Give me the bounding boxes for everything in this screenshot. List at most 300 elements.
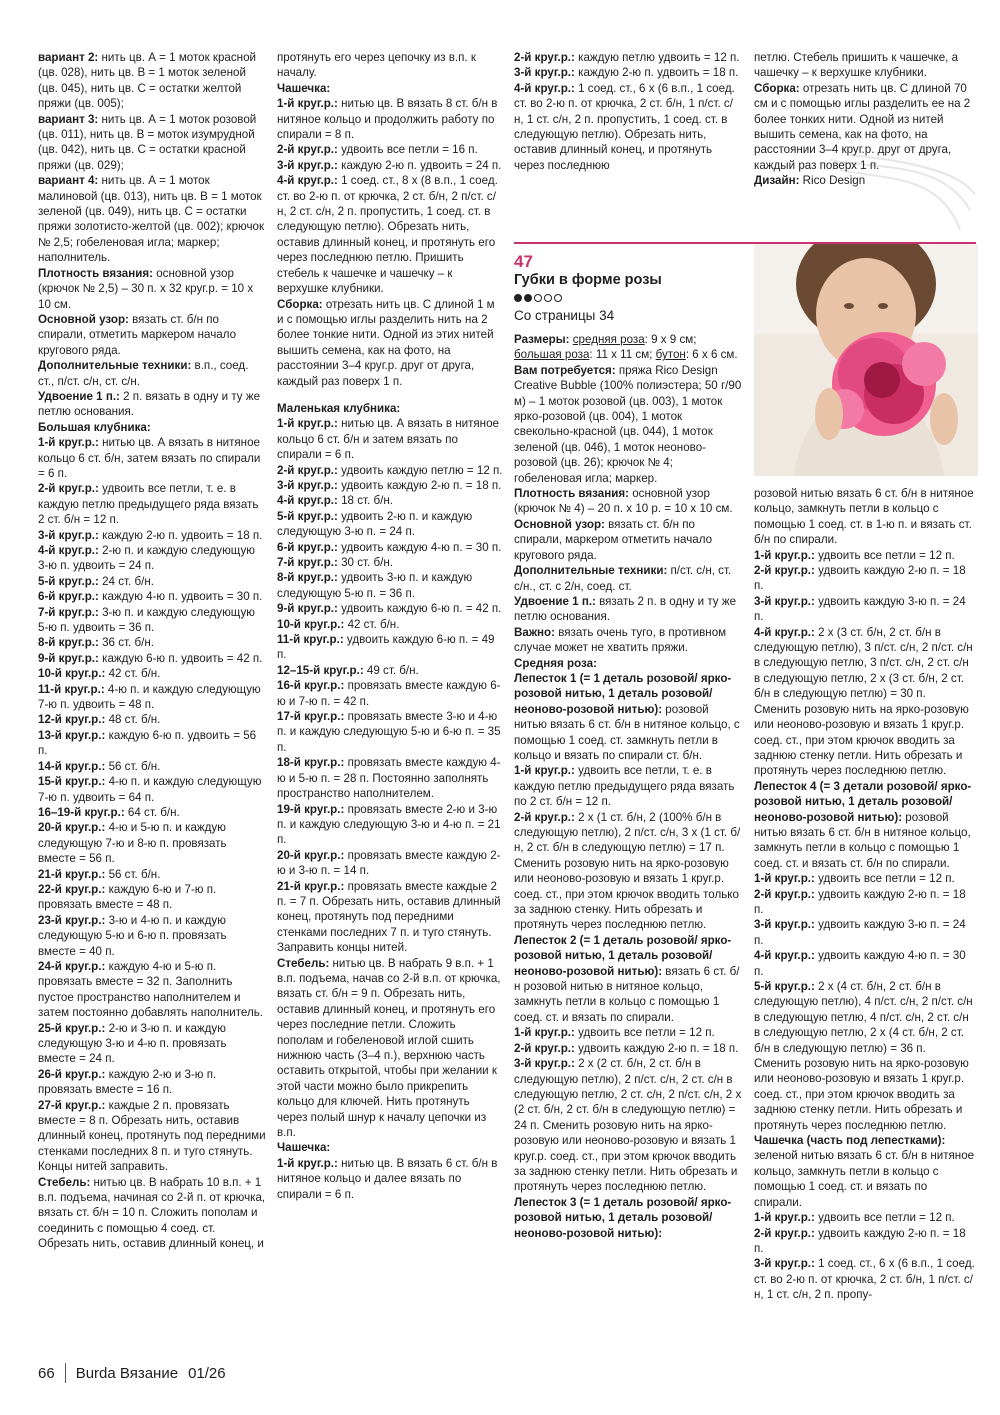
paragraph-heading: Основной узор: — [38, 312, 129, 326]
paragraph-text: 18 ст. б/н. — [337, 494, 393, 508]
paragraph-text: 2 х (2 ст. б/н, 2 ст. б/н в следующую петлю), 2 п/ст. с/н, 2 ст. с/н в следующую петлю, 2 ст. с/н, 2 п/ст. с/н, 2 х (2 ст. б/н, 2 ст. б/н в следующую петлю) = 24 п. Сменить розовую нить на ярко-розовую или неоново-розовую и вязать 1 круг.р. соед. ст., при этом крючок вводить за заднюю стенку петли. Нить обрезать и протянуть через последнюю петлю. — [514, 1057, 742, 1194]
paragraph-heading: 25-й круг.р.: — [38, 1021, 106, 1035]
paragraph-text: зеленой нитью вязать 6 ст. б/н в нитяное кольцо, замкнуть петли в кольцо с помощью 1 соед. ст. и вязать по спирали. — [754, 1149, 975, 1209]
paragraph-heading: 21-й круг.р.: — [38, 867, 106, 881]
paragraph-text: нитью цв. В набрать 10 в.п. + 1 в.п. подъема, начиная со 2-й п. от крючка, вязать ст. б/н = 10 п. Сложить пополам и соединить с помощью 4 соед. ст. Обрезать нить, оставив длинный конец, и — [38, 1175, 266, 1251]
paragraph-text: удвоить каждую 6-ю п. = 49 п. — [277, 633, 495, 662]
difficulty-dot-filled — [514, 294, 522, 302]
paragraph-heading: Большая клубника: — [38, 420, 151, 434]
paragraph-heading: 20-й круг.р.: — [38, 821, 106, 835]
instruction-paragraph — [514, 563, 742, 594]
paragraph-text: провязать вместе 3-ю и 4-ю п. и каждую следующую 5-ю и 6-ю п. = 35 п. — [277, 710, 501, 754]
paragraph-text: каждую 2-ю п. удвоить = 18 п. — [98, 528, 263, 542]
instruction-paragraph — [277, 755, 503, 801]
paragraph-text: нитью цв. А вязать в нитяное кольцо 6 ст. б/н и затем вязать по спирали = 6 п. — [277, 417, 499, 462]
instruction-paragraph — [277, 555, 503, 570]
paragraph-heading: 5-й круг.р.: — [277, 509, 338, 523]
paragraph-heading: 8-й круг.р.: — [38, 636, 99, 650]
paragraph-text: пряжа Rico Design Creative Bubble (100% полиэстера; 50 г/90 м) – 1 моток розовой (цв. 003), 1 моток ярко-розовой (цв. 004), 1 моток свекольно-красной (цв. 044), 1 моток зеленой (цв. 046), 1 моток неоново-розовой (цв. 26); крючок № 4; гобеленовая игла; маркер. — [514, 363, 742, 485]
paragraph-heading: 5-й круг.р.: — [754, 980, 815, 993]
paragraph-heading: 17-й круг.р.: — [277, 710, 345, 724]
paragraph-text: протянуть его через цепочку из в.п. к началу. — [277, 51, 476, 80]
issue-number: 01/26 — [188, 1364, 226, 1382]
paragraph-text: вязать 6 ст. б/н розовой нитью в нитяное кольцо, замкнуть петли в кольцо с помощью 1 соед. ст. и вязать по спирали. — [514, 964, 740, 1024]
paragraph-heading: вариант 3: — [38, 112, 99, 126]
paragraph-heading: 1-й круг.р.: — [754, 548, 815, 562]
difficulty-dot-empty — [534, 294, 542, 302]
paragraph-heading: 10-й круг.р.: — [38, 667, 106, 681]
paragraph-heading: 6-й круг.р.: — [38, 590, 99, 604]
column-3-instructions — [514, 332, 742, 1241]
paragraph-text: 64 ст. б/н. — [124, 805, 180, 819]
instruction-paragraph — [277, 493, 503, 508]
paragraph-text: нитью цв. В вязать 8 ст. б/н в нитяное кольцо и продолжить работу по спирали = 8 п. — [277, 97, 498, 142]
instruction-paragraph — [514, 81, 742, 173]
instruction-paragraph — [38, 759, 266, 774]
paragraph-text: 4-ю и 5-ю п. и каждую следующую 7-ю и 8-ю п. провязать вместе = 56 п. — [38, 821, 227, 866]
instruction-paragraph — [514, 1056, 742, 1195]
instruction-paragraph — [754, 887, 976, 918]
page-number: 66 — [38, 1364, 55, 1382]
instruction-paragraph — [754, 1210, 976, 1225]
paragraph-heading: 22-й круг.р.: — [38, 882, 106, 896]
paragraph-text: основной узор (крючок № 2,5) – 30 п. х 32 круг.р. = 10 х 10 см. — [38, 266, 254, 311]
instruction-paragraph — [38, 574, 266, 589]
difficulty-dot-empty — [544, 294, 552, 302]
instruction-paragraph — [277, 509, 503, 540]
underlined-term: бутон — [655, 348, 686, 362]
paragraph-text: 2-ю и 3-ю п. и каждую следующую 3-ю и 4-ю п. провязать вместе = 24 п. — [38, 1021, 227, 1066]
instruction-paragraph — [38, 712, 266, 727]
paragraph-heading: 1-й круг.р.: — [277, 1156, 338, 1170]
paragraph-text: розовой нитью вязать 6 ст. б/н в нитяное кольцо, замкнуть петли в кольцо с помощью 1 соед. ст. в 1-ю п. и вязать ст. б/н по спирали. — [754, 487, 974, 547]
instruction-paragraph — [38, 1021, 266, 1067]
instruction-paragraph — [277, 956, 503, 1141]
paragraph-text: удвоить каждую 2-ю п. = 18 п. — [754, 1226, 966, 1255]
paragraph-text: удвоить все петли = 16 п. — [337, 143, 478, 157]
paragraph-text: отрезать нить цв. С длиной 1 м и с помощью иглы разделить нить на 2 более тонкие нити. Одной из этих нитей вышить семена, как на фото, на расстоянии 3–4 круг.р. друг от друга, каждый раз поверх 1 п. — [277, 297, 495, 388]
paragraph-text: 1 соед. ст., 6 х (6 в.п., 1 соед. ст. во 2-ю п. от крючка, 2 ст. б/н, 1 п/ст. с/н, 1 ст. с/н, 2 п. пропу- — [754, 1257, 975, 1302]
instruction-paragraph — [38, 913, 266, 959]
instruction-paragraph — [277, 463, 503, 478]
paragraph-heading: 1-й круг.р.: — [754, 872, 815, 886]
column-4-top — [754, 50, 976, 189]
paragraph-heading: 9-й круг.р.: — [38, 651, 99, 665]
paragraph-heading: Чашечка: — [277, 81, 331, 95]
instruction-paragraph — [38, 358, 266, 389]
instruction-paragraph — [754, 486, 976, 548]
paragraph-text: 42 ст. б/н. — [344, 617, 400, 631]
paragraph-heading: 6-й круг.р.: — [277, 540, 338, 554]
instruction-paragraph — [754, 948, 976, 979]
paragraph-heading: вариант 2: — [38, 51, 99, 64]
paragraph-heading: Удвоение 1 п.: — [38, 389, 120, 403]
paragraph-heading: 16–19-й круг.р.: — [38, 805, 125, 819]
paragraph-text: удвоить все петли = 12 п. — [814, 872, 955, 886]
paragraph-heading: 16-й круг.р.: — [277, 679, 345, 693]
paragraph-text: удвоить каждую 4-ю п. = 30 п. — [337, 540, 502, 554]
paragraph-heading: 1-й круг.р.: — [514, 1026, 575, 1040]
instruction-paragraph — [38, 266, 266, 312]
paragraph-text: 56 ст. б/н. — [105, 867, 161, 881]
paragraph-heading: Сборка: — [277, 297, 323, 311]
instruction-paragraph — [277, 478, 503, 493]
paragraph-text: каждую 2-ю и 3-ю п. провязать вместе = 16 п. — [38, 1067, 217, 1097]
instruction-paragraph — [38, 312, 266, 358]
paragraph-heading: 7-й круг.р.: — [38, 605, 99, 619]
instruction-paragraph — [754, 173, 976, 188]
paragraph-heading: 4-й круг.р.: — [754, 625, 815, 639]
paragraph-text: 30 ст. б/н. — [337, 556, 393, 569]
paragraph-heading: 11-й круг.р.: — [277, 633, 344, 647]
instruction-paragraph — [514, 625, 742, 656]
instruction-paragraph — [277, 879, 503, 956]
paragraph-heading: 1-й круг.р.: — [38, 436, 99, 450]
underlined-term: большая роза — [514, 348, 590, 362]
paragraph-heading: 1-й круг.р.: — [754, 1211, 815, 1225]
paragraph-text: 56 ст. б/н. — [105, 759, 161, 773]
paragraph-heading: 4-й круг.р.: — [277, 174, 338, 188]
paragraph-text: основной узор (крючок № 4) – 20 п. х 10 р. = 10 х 10 см. — [514, 487, 733, 516]
paragraph-heading: 3-й круг.р.: — [754, 1257, 815, 1271]
paragraph-text: нить цв. А = 1 моток малиновой (цв. 013), нить цв. В = 1 моток зеленой (цв. 049), нить цв. С = остатки пряжи золотисто-желтой (цв. 002); крючок № 2,5; гобеленовая игла; маркер; наполнитель. — [38, 174, 265, 265]
paragraph-text: провязать вместе каждую 6-ю и 7-ю п. = 42 п. — [277, 679, 501, 708]
paragraph-heading: Стебель: — [277, 956, 330, 970]
column-4-instructions — [754, 486, 976, 1303]
paragraph-heading: Плотность вязания: — [514, 487, 629, 501]
paragraph-heading: 3-й круг.р.: — [277, 158, 338, 172]
magazine-name: Burda Вязание — [75, 1364, 179, 1382]
paragraph-heading: 2-й круг.р.: — [514, 1041, 575, 1055]
paragraph-text: нитью цв. В вязать 6 ст. б/н в нитяное кольцо и далее вязать по спирали = 6 п. — [277, 1156, 498, 1201]
paragraph-text: удвоить 2-ю п. и каждую следующую 3-ю п. = 24 п. — [277, 509, 473, 539]
instruction-paragraph — [38, 112, 266, 174]
paragraph-text: удвоить каждую петлю = 12 п. — [337, 463, 503, 477]
paragraph-text: 24 ст. б/н. — [98, 574, 154, 588]
paragraph-heading: 3-й круг.р.: — [514, 66, 575, 80]
paragraph-heading: Важно: — [514, 625, 555, 639]
instruction-paragraph — [754, 594, 976, 625]
instruction-paragraph — [277, 632, 503, 663]
paragraph-text: 36 ст. б/н. — [98, 636, 154, 650]
instruction-paragraph — [38, 635, 266, 650]
paragraph-heading: Лепесток 4 (= 3 детали розовой/ ярко-розовой нитью, 1 деталь розовой/неоново-розовой нитью): — [754, 779, 972, 824]
paragraph-heading: 2-й круг.р.: — [514, 810, 575, 824]
instruction-paragraph — [754, 1226, 976, 1257]
instruction-paragraph — [754, 81, 976, 173]
paragraph-text: п/ст. с/н, ст. с/н., ст. с 2/н, соед. ст. — [514, 564, 732, 593]
paragraph-heading: Чашечка (часть под лепестками): — [754, 1134, 946, 1148]
paragraph-heading: 1-й круг.р.: — [277, 417, 338, 431]
paragraph-text: удвоить все петли, т. е. в каждую петлю предыдущего ряда вязать по 2 ст. б/н = 12 п. — [514, 764, 735, 809]
paragraph-text: 3-ю п. и каждую следующую 5-ю п. удвоить = 36 п. — [38, 605, 255, 635]
paragraph-text: нить цв. А = 1 моток розовой (цв. 011), нить цв. В = моток изумрудной (цв. 042), нить цв. С = остатки красной пряжи (цв. 029); — [38, 112, 257, 172]
instruction-paragraph — [514, 594, 742, 625]
instruction-paragraph — [277, 96, 503, 142]
instruction-paragraph — [38, 1067, 266, 1098]
paragraph-text: провязать вместе каждую 2-ю и 3-ю п. = 14 п. — [277, 848, 501, 878]
instruction-paragraph — [38, 528, 266, 543]
instruction-paragraph — [514, 1041, 742, 1056]
paragraph-heading: 3-й круг.р.: — [514, 1057, 575, 1071]
paragraph-text: вязать 2 п. в одну и ту же петлю основания. — [514, 594, 737, 624]
page-footer — [38, 1363, 226, 1383]
paragraph-text: петлю. Стебель пришить к чашечке, а чашечку – к верхушке клубники. — [754, 51, 959, 80]
paragraph-heading: 4-й круг.р.: — [754, 949, 815, 963]
instruction-paragraph — [38, 50, 266, 112]
paragraph-gap — [277, 389, 503, 401]
instruction-paragraph — [38, 389, 266, 420]
paragraph-heading: 4-й круг.р.: — [277, 494, 338, 508]
instruction-paragraph — [514, 933, 742, 1025]
instruction-paragraph — [754, 779, 976, 871]
paragraph-heading: 2-й круг.р.: — [754, 1226, 815, 1240]
rose-sponge-photo — [754, 244, 978, 476]
paragraph-text: Rico Design — [799, 174, 866, 188]
paragraph-heading: 1-й круг.р.: — [277, 97, 338, 111]
instruction-paragraph — [754, 50, 976, 81]
paragraph-heading: 3-й круг.р.: — [38, 528, 99, 542]
paragraph-heading: 18-й круг.р.: — [277, 756, 345, 770]
paragraph-heading: 7-й круг.р.: — [277, 556, 338, 569]
instruction-paragraph — [38, 651, 266, 666]
paragraph-text: отрезать нить цв. С длиной 70 см и с помощью иглы разделить ее на 2 более тонких нити. Одной из нитей вышить семена, как на фото, на расстоянии 3–4 круг.р. друг от друга, каждый раз поверх 1 п. — [754, 81, 971, 172]
paragraph-heading: 2-й круг.р.: — [277, 143, 338, 157]
paragraph-text: 49 ст. б/н. — [363, 663, 419, 677]
paragraph-text: каждую 6-ю и 7-ю п. провязать вместе = 48 п. — [38, 882, 217, 912]
instruction-paragraph — [514, 810, 742, 933]
paragraph-heading: Лепесток 3 (= 1 деталь розовой/ ярко-розовой нитью, 1 деталь розовой/неоново-розовой нитью): — [514, 1195, 732, 1240]
paragraph-text: провязать вместе каждую 4-ю и 5-ю п. = 28 п. Постоянно заполнять пространство наполнителем. — [277, 756, 501, 801]
paragraph-heading: Дизайн: — [754, 174, 800, 188]
paragraph-text: 1 соед. ст., 6 х (6 в.п., 1 соед. ст. во 2-ю п. от крючка, 2 ст. б/н, 1 п/ст. с/н, 1 ст. с/н, 2 п. пропустить, 1 соед. ст. в следующую петлю). Обрезать нить, оставив длинный конец, и протянуть через последнюю — [514, 81, 735, 172]
instruction-paragraph — [754, 548, 976, 563]
paragraph-heading: 3-й круг.р.: — [277, 478, 338, 492]
paragraph-text: в.п., соед. ст., п/ст. с/н, ст. с/н. — [38, 359, 249, 388]
paragraph-text: удвоить каждую 2-ю п. = 18 п. — [574, 1041, 739, 1055]
instruction-paragraph — [514, 332, 742, 363]
paragraph-heading: 15-й круг.р.: — [38, 775, 106, 789]
instruction-paragraph — [277, 678, 503, 709]
pattern-number: 47 — [514, 252, 533, 271]
paragraph-text: удвоить каждую 3-ю п. = 24 п. — [754, 918, 966, 947]
instruction-paragraph — [38, 882, 266, 913]
paragraph-text: провязать вместе каждые 2 п. = 7 п. Обрезать нить, оставив длинный конец, протянуть под передними стенками последних 7 п. и туго стянуть. Заправить концы нитей. — [277, 879, 501, 955]
instruction-paragraph — [514, 65, 742, 80]
paragraph-text: каждую 6-ю п. удвоить = 56 п. — [38, 728, 257, 758]
instruction-paragraph — [277, 401, 503, 416]
instruction-paragraph — [38, 481, 266, 527]
paragraph-text: удвоить каждую 2-ю п. = 18 п. — [337, 478, 502, 492]
paragraph-heading: Дополнительные техники: — [38, 359, 192, 373]
paragraph-heading: 12-й круг.р.: — [38, 713, 106, 727]
paragraph-heading: 13-й круг.р.: — [38, 728, 106, 742]
paragraph-heading: Сборка: — [754, 81, 800, 95]
instruction-paragraph — [514, 486, 742, 517]
paragraph-text: 2-ю п. и каждую следующую 3-ю п. удвоить = 24 п. — [38, 544, 255, 573]
instruction-paragraph — [514, 517, 742, 563]
paragraph-text: вязать очень туго, в противном случае может не хватить пряжи. — [514, 625, 727, 655]
instruction-paragraph — [38, 774, 266, 805]
instruction-paragraph — [38, 959, 266, 1021]
paragraph-heading: 27-й круг.р.: — [38, 1098, 106, 1112]
instruction-paragraph — [754, 1133, 976, 1210]
paragraph-heading: 8-й круг.р.: — [277, 571, 338, 585]
instruction-paragraph — [514, 1195, 742, 1241]
paragraph-heading: 23-й круг.р.: — [38, 913, 106, 927]
paragraph-text: удвоить все петли, т. е. в каждую петлю предыдущего ряда вязать 2 ст. б/н = 12 п. — [38, 482, 259, 527]
underlined-term: средняя роза — [572, 333, 645, 346]
paragraph-text: удвоить каждую 4-ю п. = 30 п. — [754, 949, 966, 978]
paragraph-text: 4-ю п. и каждую следующую 7-ю п. удвоить = 48 п. — [38, 682, 261, 712]
paragraph-text: 2 х (4 ст. б/н, 2 ст. б/н в следующую петлю), 4 п/ст. с/н, 2 п/ст. с/н в следующую петлю, 4 п/ст. с/н, 2 ст. с/н в следующую петлю, 2 х (4 ст. б/н, 2 ст. б/н в следующую петлю) = 36 п. Сменить розовую нить на ярко-розовую или неоново-розовую и вязать 1 круг.р. соед. ст., при этом крючок вводить за заднюю стенку петли. Нить обрезать и протянуть через последнюю петлю. — [754, 980, 973, 1132]
instruction-paragraph — [277, 709, 503, 755]
paragraph-text: удвоить каждую 6-ю п. = 42 п. — [337, 602, 502, 616]
paragraph-text: каждую 2-ю п. удвоить = 24 п. — [337, 158, 502, 172]
instruction-paragraph — [38, 1098, 266, 1175]
paragraph-heading: 24-й круг.р.: — [38, 959, 106, 973]
column-3-top — [514, 50, 742, 173]
paragraph-heading: Вам потребуется: — [514, 363, 616, 377]
instruction-paragraph — [38, 1175, 266, 1252]
paragraph-heading: 26-й круг.р.: — [38, 1067, 106, 1081]
paragraph-text: 2 х (3 ст. б/н, 2 ст. б/н в следующую петлю), 3 п/ст. с/н, 2 п/ст. с/н в следующую петлю, 3 п/ст. с/н, 2 ст. с/н в следующую петлю, 2 х (3 ст. б/н, 2 ст. б/н в следующую петлю) = 30 п. Сменить розовую нить на ярко-розовую или неоново-розовую и вязать 1 круг.р. соед. ст., при этом крючок вводить за заднюю стенку петли. Нить обрезать и протянуть через последнюю петлю. — [754, 625, 973, 778]
paragraph-text: каждые 2 п. провязать вместе = 8 п. Обрезать нить, оставив длинный конец, протянуть под передними стенками последних 8 п. и туго стянуть. Концы нитей заправить. — [38, 1098, 266, 1174]
footer-divider — [65, 1363, 66, 1383]
paragraph-text: 3-ю и 4-ю п. и каждую следующую 5-ю и 6-ю п. провязать вместе = 40 п. — [38, 913, 227, 958]
paragraph-text: 2 п. вязать в одну и ту же петлю основания. — [38, 389, 261, 419]
instruction-paragraph — [38, 435, 266, 481]
paragraph-heading: 9-й круг.р.: — [277, 602, 338, 616]
paragraph-heading: 3-й круг.р.: — [754, 594, 815, 608]
instruction-paragraph — [754, 979, 976, 1133]
instruction-paragraph — [514, 656, 742, 671]
pattern-title: Губки в форме розы — [514, 272, 662, 288]
paragraph-text: вязать ст. б/н по спирали, маркером отметить начало кругового ряда. — [514, 517, 713, 562]
instruction-paragraph — [38, 728, 266, 759]
instruction-paragraph — [277, 50, 503, 81]
instruction-paragraph — [277, 158, 503, 173]
paragraph-text: 42 ст. б/н. — [105, 667, 161, 681]
instruction-paragraph — [277, 848, 503, 879]
instruction-paragraph — [277, 802, 503, 848]
paragraph-text: каждую 6-ю п. удвоить = 42 п. — [98, 651, 263, 665]
column-2 — [277, 50, 503, 1202]
instruction-paragraph — [277, 81, 503, 96]
paragraph-text: удвоить каждую 2-ю п. = 18 п. — [754, 887, 966, 916]
paragraph-heading: Стебель: — [38, 1175, 91, 1189]
instruction-paragraph — [754, 1256, 976, 1302]
paragraph-text: удвоить все петли = 12 п. — [574, 1026, 715, 1040]
paragraph-text: вязать ст. б/н по спирали, отметить маркером начало кругового ряда. — [38, 312, 237, 357]
instruction-paragraph — [277, 1156, 503, 1202]
paragraph-heading: Маленькая клубника: — [277, 401, 401, 415]
paragraph-heading: Удвоение 1 п.: — [514, 594, 596, 608]
paragraph-heading: 21-й круг.р.: — [277, 879, 345, 893]
instruction-paragraph — [38, 666, 266, 681]
paragraph-text: 2 х (1 ст. б/н, 2 (100% б/н в следующую петлю), 2 п/ст. с/н, 3 х (1 ст. б/н, 2 ст. б/н в следующую петлю) = 17 п. Сменить розовую нить на ярко-розовую или неоново-розовую и вязать 1 круг.р. соед. ст., при этом крючок вводить только за заднюю стенку. Нить обрезать и протянуть через последнюю петлю. — [514, 810, 741, 932]
difficulty-dot-filled — [524, 294, 532, 302]
instruction-paragraph — [38, 589, 266, 604]
paragraph-text: розовой нитью вязать 6 ст. б/н в нитяное кольцо, с помощью 1 соед. ст. замкнуть петли в кольцо и вязать по спирали ст. б/н. — [514, 702, 740, 762]
paragraph-text: каждую 4-ю п. удвоить = 30 п. — [98, 590, 263, 604]
instruction-paragraph — [514, 763, 742, 809]
instruction-paragraph — [754, 871, 976, 886]
instruction-paragraph — [38, 173, 266, 265]
paragraph-heading: Дополнительные техники: — [514, 564, 668, 578]
paragraph-heading: Средняя роза: — [514, 656, 597, 670]
paragraph-heading: 14-й круг.р.: — [38, 759, 106, 773]
paragraph-heading: 10-й круг.р.: — [277, 617, 345, 631]
paragraph-heading: 3-й круг.р.: — [754, 918, 815, 932]
paragraph-heading: 5-й круг.р.: — [38, 574, 99, 588]
paragraph-text: нитью цв. В набрать 9 в.п. + 1 в.п. подъема, начав со 2-й в.п. от крючка, вязать ст. б/н = 9 п. Обрезать нить, оставив длинный конец, и протянуть его через последние петли. Сложить пополам и гобеленовой иглой сшить нижнюю часть (3–4 п.), верхнюю часть оставить открытой, чтобы при желании к этой части можно было прикрепить кольцо для ключей. Нить протянуть через полый шнур к началу цепочки из в.п. — [277, 956, 501, 1140]
paragraph-text: каждую 4-ю и 5-ю п. провязать вместе = 32 п. Заполнить пустое пространство наполнителем и затем постоянно добавлять наполнитель. — [38, 959, 264, 1020]
instruction-paragraph — [38, 867, 266, 882]
paragraph-text: нитью цв. А вязать в нитяное кольцо 6 ст. б/н, затем вязать по спирали = 6 п. — [38, 436, 261, 480]
instruction-paragraph — [277, 173, 503, 296]
instruction-paragraph — [514, 671, 742, 763]
instruction-paragraph — [277, 297, 503, 389]
paragraph-text: удвоить 3-ю п. и каждую следующую 5-ю п. = 36 п. — [277, 571, 473, 600]
instruction-paragraph — [38, 420, 266, 435]
paragraph-heading: 2-й круг.р.: — [277, 463, 338, 477]
paragraph-heading: 2-й круг.р.: — [514, 51, 575, 64]
instruction-paragraph — [277, 617, 503, 632]
paragraph-heading: вариант 4: — [38, 174, 99, 188]
paragraph-text: 1 соед. ст., 8 х (8 в.п., 1 соед. ст. во 2-ю п. от крючка, 2 ст. б/н, 2 п/ст. с/н, 2 ст. с/н, 2 п. пропустить, 1 соед. ст. в следующую петлю). Обрезать нить, оставив длинный конец, и протянуть его через последнюю петлю. Пришить стебель к чашечке и чашечку – к верхушке клубники. — [277, 174, 498, 296]
paragraph-heading: 4-й круг.р.: — [38, 544, 99, 557]
paragraph-heading: 2-й круг.р.: — [754, 564, 815, 578]
instruction-paragraph — [754, 625, 976, 779]
paragraph-heading: Основной узор: — [514, 517, 605, 531]
instruction-paragraph — [38, 682, 266, 713]
instruction-paragraph — [277, 142, 503, 157]
paragraph-text: провязать вместе 2-ю и 3-ю п. и каждую следующую 3-ю и 4-ю п. = 21 п. — [277, 802, 501, 847]
paragraph-text: розовой нитью вязать 6 ст. б/н в нитяное кольцо, замкнуть петли в кольцо с помощью 1 соед. ст. и вязать ст. б/н по спирали. — [754, 810, 971, 870]
paragraph-text: : 9 х 9 см; — [644, 333, 697, 346]
instruction-paragraph — [514, 363, 742, 486]
paragraph-text: нить цв. А = 1 моток красной (цв. 028), нить цв. В = 1 моток зеленой (цв. 045), нить цв. С = остатки желтой пряжи (цв. 005); — [38, 51, 257, 111]
difficulty-dot-empty — [554, 294, 562, 302]
instruction-paragraph — [38, 605, 266, 636]
paragraph-heading: 12–15-й круг.р.: — [277, 663, 364, 677]
paragraph-heading: 19-й круг.р.: — [277, 802, 345, 816]
paragraph-text: удвоить каждую 3-ю п. = 24 п. — [754, 594, 966, 624]
paragraph-heading: 2-й круг.р.: — [754, 887, 815, 901]
paragraph-text: : 6 х 6 см. — [685, 348, 738, 362]
instruction-paragraph — [38, 820, 266, 866]
paragraph-heading: Размеры: — [514, 333, 570, 346]
instruction-paragraph — [38, 805, 266, 820]
difficulty-rating — [514, 291, 564, 305]
paragraph-heading: 11-й круг.р.: — [38, 682, 105, 696]
paragraph-text: 48 ст. б/н. — [105, 713, 161, 727]
paragraph-heading: 1-й круг.р.: — [514, 764, 575, 778]
paragraph-text: удвоить все петли = 12 п. — [814, 1211, 955, 1225]
instruction-paragraph — [754, 563, 976, 594]
paragraph-heading: 4-й круг.р.: — [514, 81, 575, 95]
instruction-paragraph — [38, 543, 266, 574]
instruction-paragraph — [277, 1140, 503, 1155]
instruction-paragraph — [514, 1025, 742, 1040]
paragraph-text: удвоить все петли = 12 п. — [814, 548, 955, 562]
paragraph-heading: Лепесток 2 (= 1 деталь розовой/ ярко-розовой нитью, 1 деталь розовой/неоново-розовой нитью): — [514, 933, 732, 978]
instruction-paragraph — [514, 50, 742, 65]
paragraph-text: каждую петлю удвоить = 12 п. — [574, 51, 740, 64]
paragraph-heading: 2-й круг.р.: — [38, 482, 99, 496]
instruction-paragraph — [277, 663, 503, 678]
